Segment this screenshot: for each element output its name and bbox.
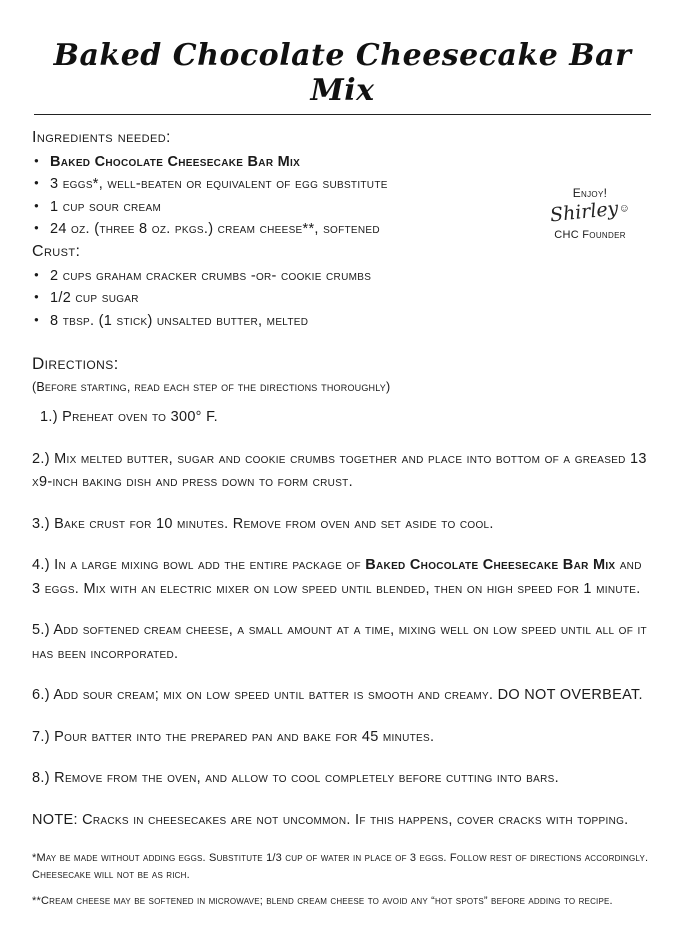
ingredient-text: 3 eggs*, well-beaten or equivalent of egg substitute bbox=[50, 176, 388, 193]
list-item bbox=[32, 310, 653, 332]
footnotes bbox=[32, 850, 653, 910]
list-item bbox=[32, 287, 653, 309]
step-number: 4.) bbox=[32, 557, 50, 574]
list-item bbox=[32, 173, 653, 195]
step-text: In a large mixing bowl add the entire package of bbox=[54, 557, 366, 574]
list-item bbox=[32, 196, 653, 218]
ingredient-text: 8 tbsp. (1 stick) unsalted butter, melted bbox=[50, 312, 309, 329]
step-text: Mix melted butter, sugar and cookie crumbs together and place into bottom of a greased 13 x9-inch baking dish and press down to form crust. bbox=[32, 450, 647, 491]
direction-step bbox=[32, 406, 653, 429]
step-text: Add sour cream; mix on low speed until batter is smooth and creamy. DO NOT OVERBEAT. bbox=[53, 687, 643, 704]
direction-step bbox=[32, 513, 653, 536]
step-number: 3.) bbox=[32, 515, 50, 532]
ingredients-list bbox=[32, 151, 653, 241]
direction-step bbox=[32, 554, 653, 601]
step-number: 5.) bbox=[32, 622, 50, 639]
step-text-after: and 3 eggs. Mix with an electric mixer on low speed until blended, then on high speed for 1 minute. bbox=[32, 557, 642, 597]
crust-ingredients-list bbox=[32, 265, 653, 332]
ingredients-heading: Ingredients needed: bbox=[32, 129, 171, 146]
footnote: **Cream cheese may be softened in microwave; blend cream cheese to avoid any “hot spots” before adding to recipe. bbox=[32, 895, 613, 908]
direction-step bbox=[32, 619, 653, 666]
page-title: Baked Chocolate Cheesecake Bar Mix bbox=[53, 38, 632, 108]
step-number: 6.) bbox=[32, 687, 50, 704]
step-number: 7.) bbox=[32, 728, 50, 745]
direction-step bbox=[32, 684, 653, 707]
direction-step bbox=[32, 767, 653, 790]
step-text: Preheat oven to 300° F. bbox=[62, 409, 218, 426]
step-number: 1.) bbox=[40, 409, 58, 426]
signature-name: Shirley bbox=[549, 197, 620, 227]
step-text: Add softened cream cheese, a small amount at a time, mixing well on low speed until all of it has been incorporated. bbox=[32, 622, 647, 662]
smiley-icon: ☺ bbox=[618, 202, 630, 215]
ingredient-text: 2 cups graham cracker crumbs -or- cookie crumbs bbox=[50, 267, 372, 284]
step-text-bold: Baked Chocolate Cheesecake Bar Mix bbox=[365, 557, 616, 574]
founder-label: CHC Founder bbox=[554, 229, 626, 241]
title-divider bbox=[34, 114, 651, 115]
enjoy-label: Enjoy! bbox=[572, 186, 608, 200]
directions-heading: Directions: bbox=[32, 354, 119, 374]
step-text: Bake crust for 10 minutes. Remove from oven and set aside to cool. bbox=[54, 515, 494, 532]
direction-step bbox=[32, 726, 653, 749]
ingredient-text: 1/2 cup sugar bbox=[50, 290, 139, 307]
list-item bbox=[32, 218, 653, 240]
directions-subnote: (Before starting, read each step of the directions thoroughly) bbox=[32, 380, 391, 395]
recipe-content bbox=[0, 129, 685, 910]
step-number: 2.) bbox=[32, 450, 50, 467]
list-item bbox=[32, 151, 653, 173]
list-item bbox=[32, 265, 653, 287]
ingredient-text: 1 cup sour cream bbox=[50, 198, 162, 215]
crust-heading: Crust: bbox=[32, 242, 81, 260]
direction-step bbox=[32, 448, 653, 495]
step-number: 8.) bbox=[32, 770, 50, 787]
recipe-note: NOTE: Cracks in cheesecakes are not uncommon. If this happens, cover cracks with topping. bbox=[32, 811, 629, 828]
step-text: Pour batter into the prepared pan and bake for 45 minutes. bbox=[54, 728, 435, 745]
step-text: Remove from the oven, and allow to cool completely before cutting into bars. bbox=[54, 770, 559, 787]
ingredient-text: 24 oz. (three 8 oz. pkgs.) cream cheese**, softened bbox=[50, 221, 380, 238]
footnote: *May be made without adding eggs. Substitute 1/3 cup of water in place of 3 eggs. Follow rest of directions accordingly. Cheesecake will not be as rich. bbox=[32, 852, 649, 881]
recipe-page bbox=[0, 38, 685, 942]
ingredient-bold: Baked Chocolate Cheesecake Bar Mix bbox=[50, 154, 301, 170]
